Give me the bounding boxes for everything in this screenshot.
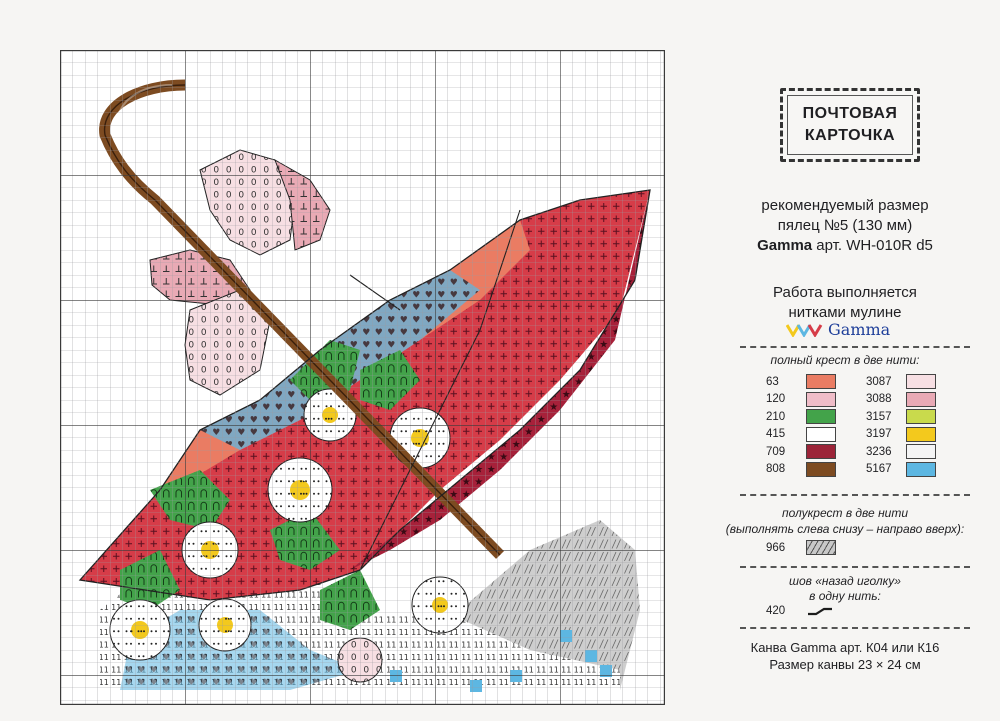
- recommended-size: рекомендуемый размер: [761, 197, 929, 214]
- legend-item-120: [766, 392, 836, 407]
- color-swatch: [806, 392, 836, 407]
- color-swatch: [906, 444, 936, 459]
- color-swatch: [906, 374, 936, 389]
- legend-number: 808: [766, 463, 786, 475]
- legend-item-3088: [866, 392, 936, 407]
- color-swatch: [806, 427, 836, 442]
- color-swatch: [906, 409, 936, 424]
- half-cross-title: полукрест в две нити: [781, 506, 909, 520]
- legend-number: 415: [766, 428, 786, 440]
- legend-number: 3088: [866, 393, 892, 405]
- backstitch-title: шов «назад иголку»: [789, 574, 901, 588]
- brand-name: Gamma: [757, 237, 813, 254]
- legend-item-5167: [866, 462, 936, 477]
- legend-number: 5167: [866, 463, 892, 475]
- legend-item-420: [766, 605, 834, 617]
- color-swatch: [806, 462, 836, 477]
- threads-line-2: нитками мулине: [788, 304, 902, 321]
- legend-number: 120: [766, 393, 786, 405]
- threads-line-1: Работа выполняется: [773, 284, 917, 301]
- backstitch-swatch-icon: [806, 605, 834, 617]
- color-swatch: [806, 374, 836, 389]
- hoop-size: пялец №5 (130 мм): [777, 217, 913, 234]
- title-line-1: ПОЧТОВАЯ: [802, 105, 898, 122]
- gamma-logo-text: Gamma: [828, 320, 891, 339]
- postcard-title-stamp: [780, 88, 920, 162]
- legend-item-966: [766, 540, 836, 555]
- divider: [740, 566, 970, 568]
- legend-number: 420: [766, 605, 786, 617]
- color-swatch: [906, 427, 936, 442]
- half-cross-note: (выполнять слева снизу – направо вверх):: [725, 522, 965, 536]
- legend-item-3087: [866, 374, 936, 389]
- divider: [740, 494, 970, 496]
- article-line: [690, 236, 1000, 256]
- legend-number: 63: [766, 375, 779, 388]
- legend-number: 210: [766, 410, 786, 423]
- gamma-logo: [786, 320, 890, 339]
- backstitch-note: в одну нить:: [809, 589, 881, 603]
- half-cross-swatch: [806, 540, 836, 555]
- article-number: арт. WH-010R d5: [816, 237, 933, 254]
- legend-number: 3236: [866, 445, 892, 458]
- canvas-size: Размер канвы 23 × 24 см: [769, 657, 921, 672]
- legend-item-63: [766, 374, 836, 389]
- divider: [740, 627, 970, 629]
- gamma-logo-icon: [786, 323, 824, 337]
- info-panel: [690, 0, 1000, 721]
- color-swatch: [906, 392, 936, 407]
- legend-number: 3197: [866, 428, 892, 440]
- legend-item-415: [766, 427, 836, 442]
- legend-number: 709: [766, 445, 786, 458]
- legend-item-3236: [866, 444, 936, 459]
- color-swatch: [906, 462, 936, 477]
- title-line-2: КАРТОЧКА: [804, 127, 896, 144]
- legend-item-709: [766, 444, 836, 459]
- legend-number: 3087: [866, 375, 892, 388]
- legend-item-3197: [866, 427, 936, 442]
- legend-item-808: [766, 462, 836, 477]
- canvas-article: Канва Gamma арт. К04 или К16: [750, 640, 940, 655]
- color-swatch: [806, 444, 836, 459]
- legend-number: 966: [766, 541, 786, 554]
- cross-stitch-chart: [60, 50, 665, 705]
- legend-item-3157: [866, 409, 936, 424]
- legend-number: 3157: [866, 410, 892, 423]
- legend-item-210: [766, 409, 836, 424]
- full-cross-title: полный крест в две нити:: [770, 353, 920, 367]
- color-swatch: [806, 409, 836, 424]
- divider: [740, 346, 970, 348]
